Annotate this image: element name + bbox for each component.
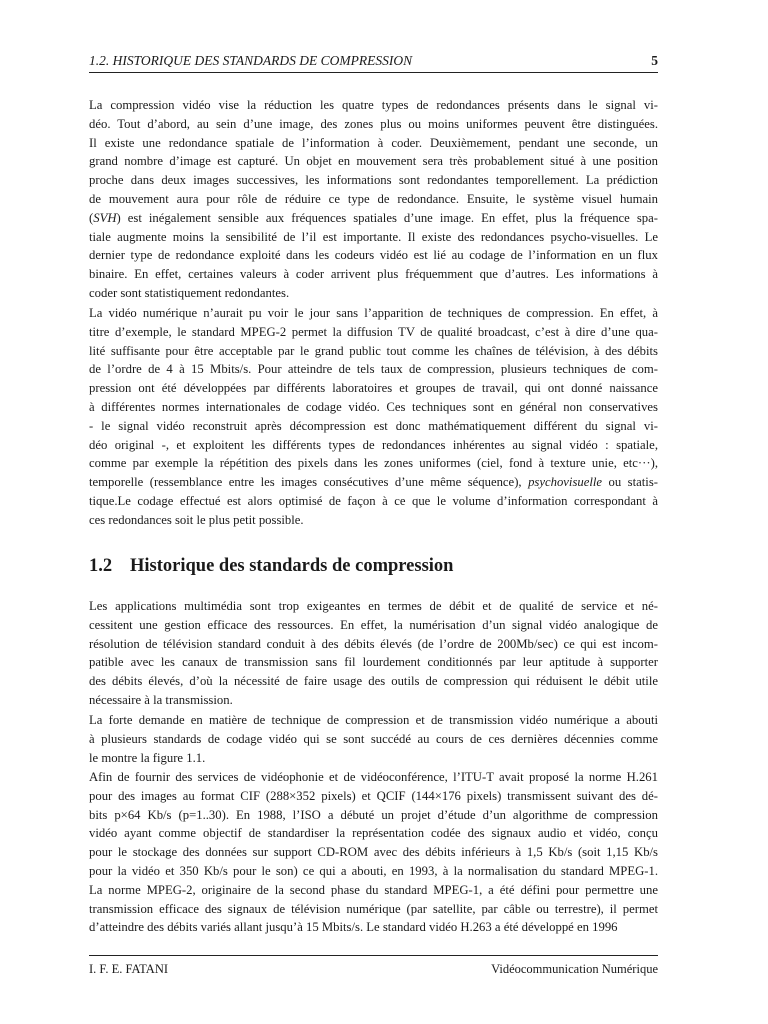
text-line: Il existe une redondance spatiale de l’information à coder. Deuxièmement, pendant une seconde, un — [89, 135, 658, 150]
text-line: résolution de télévision standard conduit à des débits élevés (de l’ordre de 200Mb/sec) ce qui est incom- — [89, 636, 658, 651]
page-number: 5 — [651, 53, 658, 68]
text-line: proche dans deux images successives, les informations sont redondantes temporellement. La prédiction — [89, 173, 658, 188]
text-line: pour le stockage des données sur support CD-ROM avec des débits inférieurs à 1,5 Kb/s (soit 1,15 Kb/s — [89, 845, 658, 860]
footer-rule — [89, 955, 658, 956]
text-line: comme par exemple la répétition des pixels dans les zones uniformes (ciel, fond à texture unie, etc···), — [89, 456, 658, 471]
text-line: vidéo ayant comme objectif de standardiser la représentation codée des signaux audio et vidéo, conçu — [89, 826, 658, 841]
text-line: - le signal vidéo reconstruit après décompression est donc mathématiquement différent du signal vi- — [89, 418, 658, 433]
text-line: Afin de fournir des services de vidéophonie et de vidéoconférence, l’ITU-T avait proposé la norme H.261 — [89, 770, 658, 784]
text-line: titre d’exemple, le standard MPEG-2 permet la diffusion TV de qualité broadcast, c’est à dire d’une qua- — [89, 324, 658, 339]
text-line: des débits élevés, d’où la nécessité de faire usage des outils de compression qui réduisent le débit utile — [89, 674, 658, 689]
text-line: déo original -, et exploitent les différents types de redondances inhérentes au signal vidéo : spatiale, — [89, 437, 658, 452]
text-line: ces redondances soit le plus petit possible. — [89, 512, 304, 527]
paragraph-redondances — [89, 96, 658, 303]
text-line: grand nombre d’image est capturé. Un objet en mouvement sera très probablement situé à une position — [89, 154, 658, 169]
paragraph-forte-demande — [89, 711, 658, 767]
paragraph-video-numerique — [89, 304, 658, 530]
text-line: transmission efficace des signaux de télévision numérique (par satellite, par câble ou terrestre), il permet — [89, 901, 658, 916]
text-line: pour des images au format CIF (288×352 pixels) et QCIF (144×176 pixels) transmissent suivant des dé- — [89, 788, 658, 803]
section-heading — [89, 556, 453, 577]
text-line: déo. Tout d’abord, au sein d’une image, des zones plus ou moins uniformes peuvent être distinguées. — [89, 116, 658, 131]
text-line: La compression vidéo vise la réduction les quatre types de redondances présents dans le signal vi- — [89, 98, 658, 112]
text-line: pression ont été développées par différents laboratoires et groupes de travail, qui ont donné naissance — [89, 381, 658, 396]
text-line: de l’ordre de 4 à 15 Mbits/s. Pour atteindre de tels taux de compression, plusieurs techniques de com- — [89, 362, 658, 377]
running-title: 1.2. HISTORIQUE DES STANDARDS DE COMPRESSION — [89, 53, 413, 68]
paragraph-h261-mpeg — [89, 768, 658, 937]
text-line: à différentes normes internationales de codage vidéo. Ces techniques sont en général non conservatives — [89, 399, 658, 414]
header-rule — [89, 72, 658, 73]
text-line: le montre la figure 1.1. — [89, 750, 206, 765]
text-line: La forte demande en matière de technique de compression et de transmission vidéo numérique a abouti — [89, 713, 658, 727]
running-header — [89, 53, 658, 69]
text-line: La norme MPEG-2, originaire de la second phase du standard MPEG-1, a été défini pour permettre une — [89, 882, 658, 897]
page-footer — [89, 962, 658, 977]
paragraph-applications-multimedia — [89, 597, 658, 710]
text-line: Les applications multimédia sont trop exigeantes en termes de débit et de qualité de service et né- — [89, 599, 658, 613]
text-line: cessitent une gestion efficace des ressources. En effet, la numérisation d’un signal vidéo analogique de — [89, 617, 658, 632]
text-line: coder sont statistiquement redondantes. — [89, 285, 290, 300]
text-line: d’atteindre des débits variés allant jusqu’à 15 Mbits/s. Le standard vidéo H.263 a été développé en 1996 — [89, 920, 618, 935]
section-number: 1.2 — [89, 556, 113, 576]
text-line: bits p×64 Kb/s (p=1..30). En 1988, l’ISO a débuté un projet d’étude d’un algorithme de compression — [89, 807, 658, 822]
text-line: tiale augmente moins la sensibilité de l’il est importante. Il existe des redondances psycho-visuelles. Le — [89, 229, 658, 244]
text-line: temporelle (ressemblance entre les images consécutives d’une même séquence), psychovisuelle ou statis- — [89, 475, 658, 490]
text-line: pour la vidéo et 350 Kb/s pour le son) ce qui a abouti, en 1993, à la normalisation du standard MPEG-1. — [89, 863, 658, 878]
text-line: (SVH) est inégalement sensible aux fréquences spatiales d’une image. En effet, plus la fréquence spa- — [89, 210, 658, 225]
footer-author: I. F. E. FATANI — [89, 962, 169, 976]
footer-book-title: Vidéocommunication Numérique — [491, 962, 658, 976]
text-line: La vidéo numérique n’aurait pu voir le jour sans l’apparition de techniques de compression. En effet, à — [89, 306, 658, 320]
text-line: nécessaire à la transmission. — [89, 692, 233, 707]
section-title: Historique des standards de compression — [130, 556, 454, 576]
text-line: patible avec les canaux de transmission sans fil lourdement conditionnés par leur aptitude à supporter — [89, 655, 658, 670]
text-line: à plusieurs standards de codage vidéo qui se sont succédé au cours de ces dernières décennies comme — [89, 731, 658, 746]
text-line: binaire. En effet, certaines valeurs à coder arrivent plus fréquemment que d’autres. Les informations à — [89, 267, 658, 282]
text-line: dernier type de redondance exploité dans les codeurs vidéo est lié au codage de l’information en un flux — [89, 248, 658, 263]
text-line: de mouvement aura pour rôle de réduire ce type de redondance. Ensuite, le système visuel humain — [89, 191, 658, 206]
text-line: lité suffisante pour être acceptable par le grand public tout comme les chaînes de télévision, à des débits — [89, 343, 658, 358]
text-line: tique.Le codage effectué est alors optimisé de façon à ce que le volume d’information correspondant à — [89, 493, 658, 508]
